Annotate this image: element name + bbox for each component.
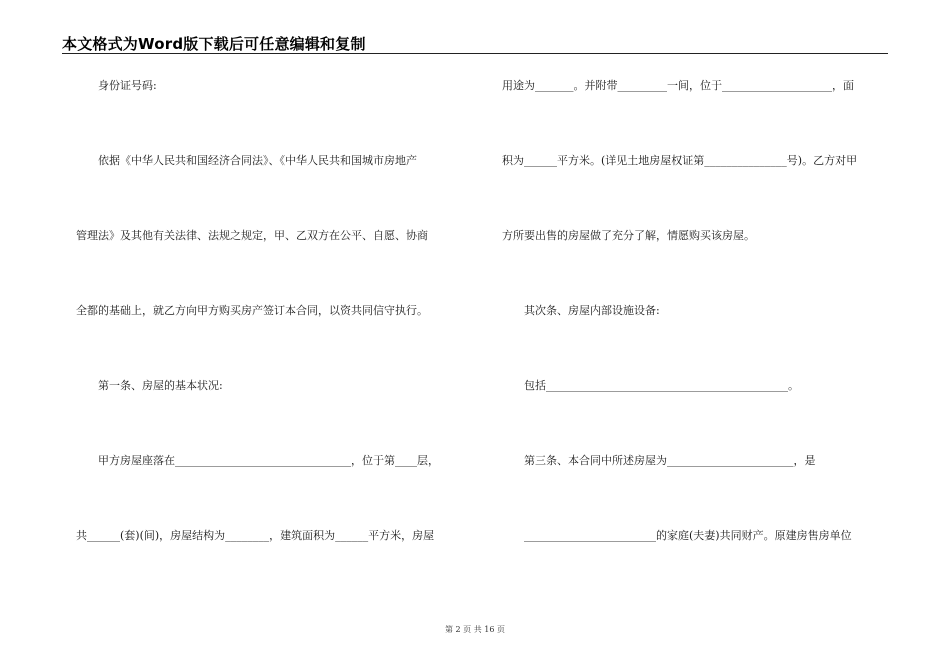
text-line: 身份证号码:: [76, 79, 157, 92]
document-header-title: 本文格式为Word版下载后可任意编辑和复制: [62, 35, 366, 53]
text-line: 方所要出售的房屋做了充分了解，情愿购买该房屋。: [502, 229, 755, 242]
text-line: 第三条、本合同中所述房屋为_______________________，是: [502, 454, 816, 467]
text-line: 第一条、房屋的基本状况:: [76, 379, 223, 392]
text-line: ________________________的家庭(夫妻)共同财产。原建房售房单位: [502, 529, 852, 542]
text-line: 管理法》及其他有关法律、法规之规定，甲、乙双方在公平、自愿、协商: [76, 229, 428, 242]
header-divider: [62, 53, 888, 54]
text-line: 全都的基础上，就乙方向甲方购买房产签订本合同，以资共同信守执行。: [76, 304, 428, 317]
text-line: 依据《中华人民共和国经济合同法》、《中华人民共和国城市房地产: [76, 154, 417, 167]
page-number-footer: 第 2 页 共 16 页: [445, 625, 505, 634]
text-line: 用途为_______。并附带_________一间，位于____________________，面: [502, 79, 854, 92]
text-line: 其次条、房屋内部设施设备:: [502, 304, 660, 317]
text-line: 共______(套)(间)，房屋结构为________，建筑面积为______平方米，房屋: [76, 529, 435, 542]
text-line: 包括____________________________________________。: [502, 379, 799, 392]
text-line: 积为______平方米。(详见土地房屋权证第_______________号)。乙方对甲: [502, 154, 858, 167]
text-line: 甲方房屋座落在________________________________，位于第____层，: [76, 454, 439, 467]
